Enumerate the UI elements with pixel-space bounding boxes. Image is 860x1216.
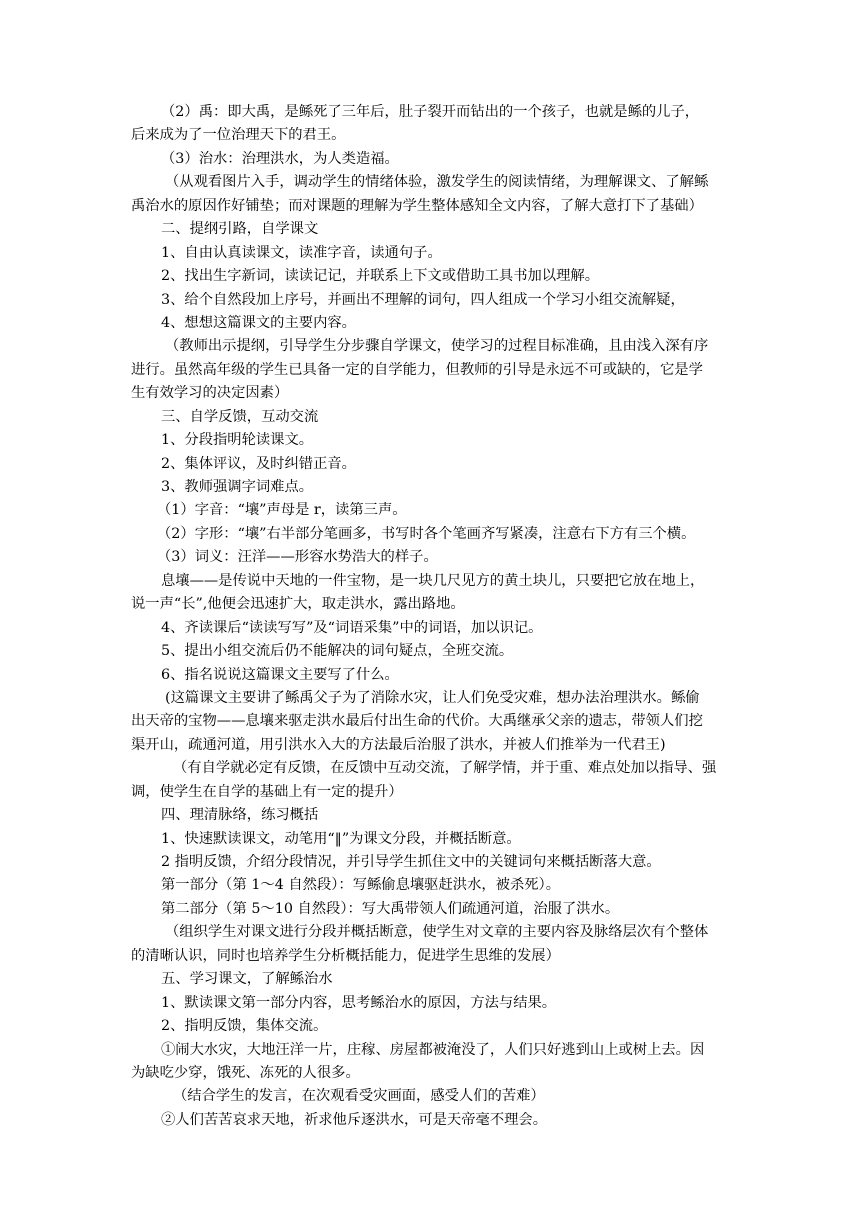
section-heading: 五、学习课文，了解鲧治水: [161, 971, 333, 988]
text-line: 3、给个自然段加上序号，并画出不理解的词句，四人组成一个学习小组交流解疑，: [161, 291, 685, 308]
text-line: 进行。虽然高年级的学生已具备一定的自学能力，但教师的引导是永远不可或缺的，它是学: [131, 361, 703, 378]
section-heading: 四、理清脉络，练习概括: [161, 807, 319, 824]
text-line: 渠开山，疏通河道，用引洪水入大的方法最后治服了洪水，并被人们推举为一代君王): [131, 736, 666, 753]
text-line: 1、自由认真读课文，读准字音，读通句子。: [161, 244, 442, 261]
text-line: 息壤——是传说中天地的一件宝物，是一块几尺见方的黄土块儿，只要把它放在地上，: [161, 572, 705, 589]
text-line: (这篇课文主要讲了鲧禹父子为了消除水灾，让人们免受灾难，想办法治理洪水。鲧偷: [165, 689, 700, 706]
text-line: （2）禹：即大禹，是鲧死了三年后，肚子裂开而钻出的一个孩子，也就是鲧的儿子，: [161, 104, 700, 120]
section-heading: 三、自学反馈，互动交流: [161, 408, 319, 425]
text-line: 2、集体评议，及时纠错正音。: [161, 455, 356, 472]
text-line: 说一声“长”,他便会迅速扩大，取走洪水，露出路地。: [131, 596, 465, 613]
text-line: 后来成为了一位治理天下的君王。: [131, 127, 346, 144]
text-line: （有自学就必定有反馈，在反馈中互动交流，了解学情，并于重、难点处加以指导、强: [173, 760, 717, 777]
text-line: 1、默读课文第一部分内容，思考鲧治水的原因，方法与结果。: [161, 994, 557, 1011]
text-line: 出天帝的宝物——息壤来驱走洪水最后付出生命的代价。大禹继承父亲的遗志，带领人们挖: [131, 713, 703, 730]
text-line: 第一部分（第 1～4 自然段）：写鲧偷息壤驱赶洪水，被杀死）。: [161, 877, 560, 894]
text-line: 生有效学习的决定因素）: [131, 385, 289, 402]
text-line: 2 指明反馈，介绍分段情况，并引导学生抓住文中的关键词句来概括断落大意。: [161, 854, 661, 870]
text-line: （结合学生的发言，在次观看受灾画面，感受人们的苦难）: [173, 1088, 545, 1105]
text-line: 2、指明反馈，集体交流。: [161, 1018, 328, 1035]
text-line: 1、分段指明轮读课文。: [161, 432, 314, 449]
section-heading: 二、提纲引路，自学课文: [161, 221, 319, 238]
text-line: 4、齐读课后“读读写写”及“词语采集”中的词语，加以识记。: [161, 619, 543, 636]
text-line: （3）治水：治理洪水，为人类造福。: [161, 150, 399, 167]
text-line: 3、教师强调字词难点。: [161, 479, 314, 495]
text-line: （从观看图片入手，调动学生的情绪体验，激发学生的阅读情绪，为理解课文、了解鲧: [165, 174, 709, 191]
text-line: 的清晰认识，同时也培养学生分析概括能力，促进学生思维的发展）: [131, 947, 560, 964]
text-line: （1）字音：“壤”声母是 r，读第三声。: [157, 502, 407, 519]
text-line: （3）词义：汪洋——形容水势浩大的样子。: [157, 549, 438, 566]
text-line: （组织学生对课文进行分段并概括断意，使学生对文章的主要内容及脉络层次有个整体: [165, 924, 709, 941]
text-line: 4、想想这篇课文的主要内容。: [161, 314, 356, 331]
text-line: （教师出示提纲，引导学生分步骤自学课文，使学习的过程目标准确，且由浅入深有序: [165, 338, 709, 355]
text-line: ②人们苦苦哀求天地，祈求他斥逐洪水，可是天帝毫不理会。: [161, 1111, 548, 1128]
text-line: ①闹大水灾，大地汪洋一片，庄稼、房屋都被淹没了，人们只好逃到山上或树上去。因: [161, 1041, 705, 1058]
text-line: 调，使学生在自学的基础上有一定的提升）: [131, 783, 403, 800]
text-line: 第二部分（第 5～10 自然段）：写大禹带领人们疏通河道，治服了洪水。: [161, 900, 620, 917]
text-line: 2、找出生字新词，读读记记，并联系上下文或借助工具书加以理解。: [161, 268, 599, 285]
text-line: 1、快速默读课文，动笔用“‖”为课文分段，并概括断意。: [161, 830, 521, 847]
text-line: 禹治水的原因作好铺垫；而对课题的理解为学生整体感知全文内容，了解大意打下了基础）: [131, 197, 703, 214]
text-line: 6、指名说说这篇课文主要写了什么。: [161, 666, 399, 683]
text-line: 5、提出小组交流后仍不能解决的词句疑点，全班交流。: [161, 643, 514, 660]
text-line: 为缺吃少穿，饿死、冻死的人很多。: [131, 1064, 360, 1081]
document-page: [131, 101, 731, 1132]
text-line: （2）字形：“壤”右半部分笔画多，书写时各个笔画齐写紧凑，注意右下方有三个横。: [157, 525, 696, 542]
